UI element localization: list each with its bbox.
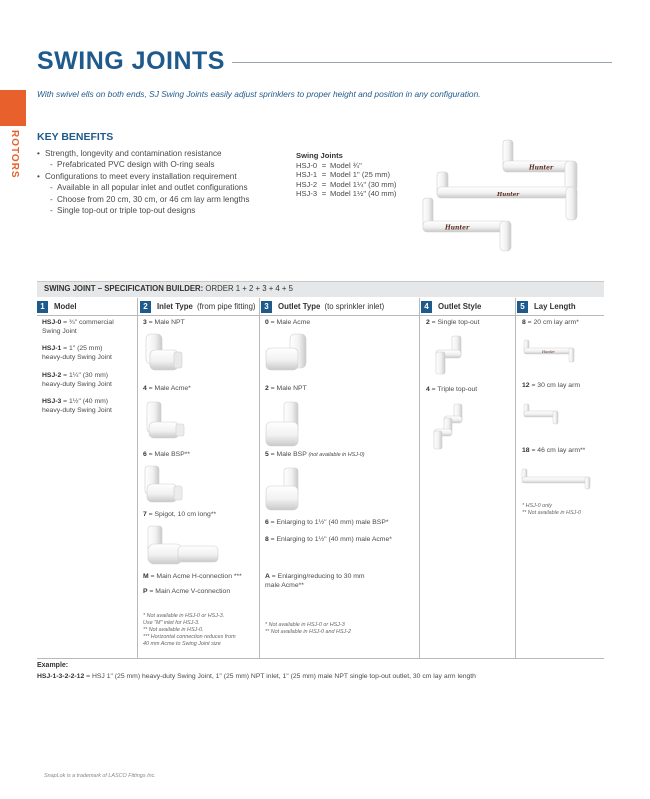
lay-arm-30cm-image: [522, 402, 562, 426]
spec-builder-title: SWING JOINT – SPECIFICATION BUILDER: ORDER 1 + 2 + 3 + 4 + 5: [44, 284, 293, 293]
benefit-subitem: - Available in all popular inlet and outlet configurations: [37, 182, 249, 193]
benefit-subitem: - Single top-out or triple top-out designs: [37, 205, 249, 216]
header-divider: [37, 315, 604, 316]
male-npt-outlet-image: [264, 400, 304, 450]
legend-row: HSJ-0 = Model ¾": [296, 160, 362, 170]
inlet-option-7: 7 = Spigot, 10 cm long**: [143, 511, 217, 518]
outlet-option-8: 8 = Enlarging to 1½" (40 mm) male Acme*: [265, 536, 392, 543]
section-tab-marker: [0, 90, 26, 126]
legend-row: HSJ-2 = Model 1¼" (30 mm): [296, 179, 397, 189]
trademark-footer: SnapLok is a trademark of LASCO Fittings Inc.: [44, 773, 156, 779]
legend-title: Swing Joints: [296, 151, 343, 160]
model-option: HSJ-0 = ¾" commercial Swing Joint: [42, 319, 114, 335]
column-header-lay-length: 5 Lay Length: [517, 298, 578, 315]
column-header-outlet-style: 4 Outlet Style: [421, 298, 483, 315]
style-option-2: 2 = Single top-out: [426, 319, 480, 326]
outlet-option-2: 2 = Male NPT: [265, 385, 307, 392]
column-header-inlet: 2 Inlet Type (from pipe fitting): [140, 298, 256, 315]
male-acme-outlet-image: [264, 332, 312, 378]
male-acme-inlet-image: [145, 400, 187, 442]
column-divider: [515, 298, 516, 658]
key-benefits-title: KEY BENEFITS: [37, 131, 114, 143]
outlet-option-a: A = Enlarging/reducing to 30 mm male Acme**: [265, 573, 365, 589]
outlet-option-6: 6 = Enlarging to 1½" (40 mm) male BSP*: [265, 519, 389, 526]
brand-logo: Hunter: [445, 224, 470, 232]
lay-footnotes: * HSJ-0 only ** Not available in HSJ-0: [522, 503, 582, 516]
inlet-option-4: 4 = Male Acme*: [143, 385, 191, 392]
single-top-out-image: [432, 334, 466, 378]
inlet-option-p: P = Main Acme V-connection: [143, 588, 231, 595]
inlet-footnotes: * Not available in HSJ-0 or HSJ-3. Use "M" inlet for HSJ-3. ** Not available in HSJ-0. *** Horizontal connection reduces from 40 mm Acme to Swing Joint size: [143, 613, 236, 647]
swing-joints-product-image: [400, 135, 600, 255]
lay-option-18: 18 = 46 cm lay arm**: [522, 447, 586, 454]
title-divider: [232, 62, 612, 63]
brand-logo: Hunter: [542, 350, 555, 354]
key-benefits-list: [37, 148, 249, 216]
inlet-option-3: 3 = Male NPT: [143, 319, 185, 326]
inlet-option-6: 6 = Male BSP**: [143, 451, 191, 458]
lay-arm-46cm-image: [520, 467, 594, 491]
example-title: Example:: [37, 662, 69, 669]
benefit-item: • Configurations to meet every installation requirement: [37, 171, 249, 182]
lay-arm-20cm-image: [522, 338, 578, 364]
benefit-item: • Strength, longevity and contamination resistance: [37, 148, 249, 159]
column-divider: [137, 298, 138, 658]
model-option: HSJ-3 = 1½" (40 mm) heavy-duty Swing Joint: [42, 398, 112, 414]
table-bottom-divider: [37, 658, 604, 659]
male-npt-inlet-image: [142, 332, 188, 378]
triple-top-out-image: [430, 402, 466, 452]
lay-option-12: 12 = 30 cm lay arm: [522, 382, 580, 389]
benefit-subitem: - Choose from 20 cm, 30 cm, or 46 cm lay arm lengths: [37, 194, 249, 205]
column-header-model: 1 Model: [37, 298, 79, 315]
style-option-4: 4 = Triple top-out: [426, 386, 478, 393]
spigot-inlet-image: [144, 524, 220, 572]
male-bsp-outlet-image: [264, 466, 304, 514]
brand-logo: Hunter: [529, 164, 554, 172]
example-text: HSJ-1-3-2-2-12 = HSJ 1" (25 mm) heavy-duty Swing Joint, 1" (25 mm) NPT inlet, 1" (25 mm) male NPT single top-out outlet, 30 cm lay arm length: [37, 673, 476, 680]
lay-option-8: 8 = 20 cm lay arm*: [522, 319, 579, 326]
inlet-option-m: M = Main Acme H-connection ***: [143, 573, 242, 580]
page-subtitle: With swivel ells on both ends, SJ Swing Joints easily adjust sprinklers to proper height and position in any configuration.: [37, 89, 481, 99]
male-bsp-inlet-image: [143, 464, 187, 508]
outlet-option-5: 5 = Male BSP (not available in HSJ-0): [265, 451, 365, 458]
section-label: ROTORS: [9, 130, 20, 179]
swing-joint-legend: [296, 151, 396, 199]
outlet-option-0: 0 = Male Acme: [265, 319, 311, 326]
column-header-outlet: 3 Outlet Type (to sprinkler inlet): [261, 298, 384, 315]
legend-row: HSJ-3 = Model 1½" (40 mm): [296, 189, 397, 199]
column-divider: [419, 298, 420, 658]
benefit-subitem: - Prefabricated PVC design with O-ring seals: [37, 159, 249, 170]
column-divider: [259, 298, 260, 658]
brand-logo: Hunter: [497, 192, 520, 198]
outlet-footnotes: * Not available in HSJ-0 or HSJ-3 ** Not available in HSJ-0 and HSJ-2: [265, 622, 351, 635]
model-option: HSJ-2 = 1¼" (30 mm) heavy-duty Swing Joint: [42, 372, 112, 388]
legend-row: HSJ-1 = Model 1" (25 mm): [296, 170, 391, 180]
page-title: SWING JOINTS: [37, 47, 225, 75]
model-option: HSJ-1 = 1" (25 mm) heavy-duty Swing Joint: [42, 345, 112, 361]
